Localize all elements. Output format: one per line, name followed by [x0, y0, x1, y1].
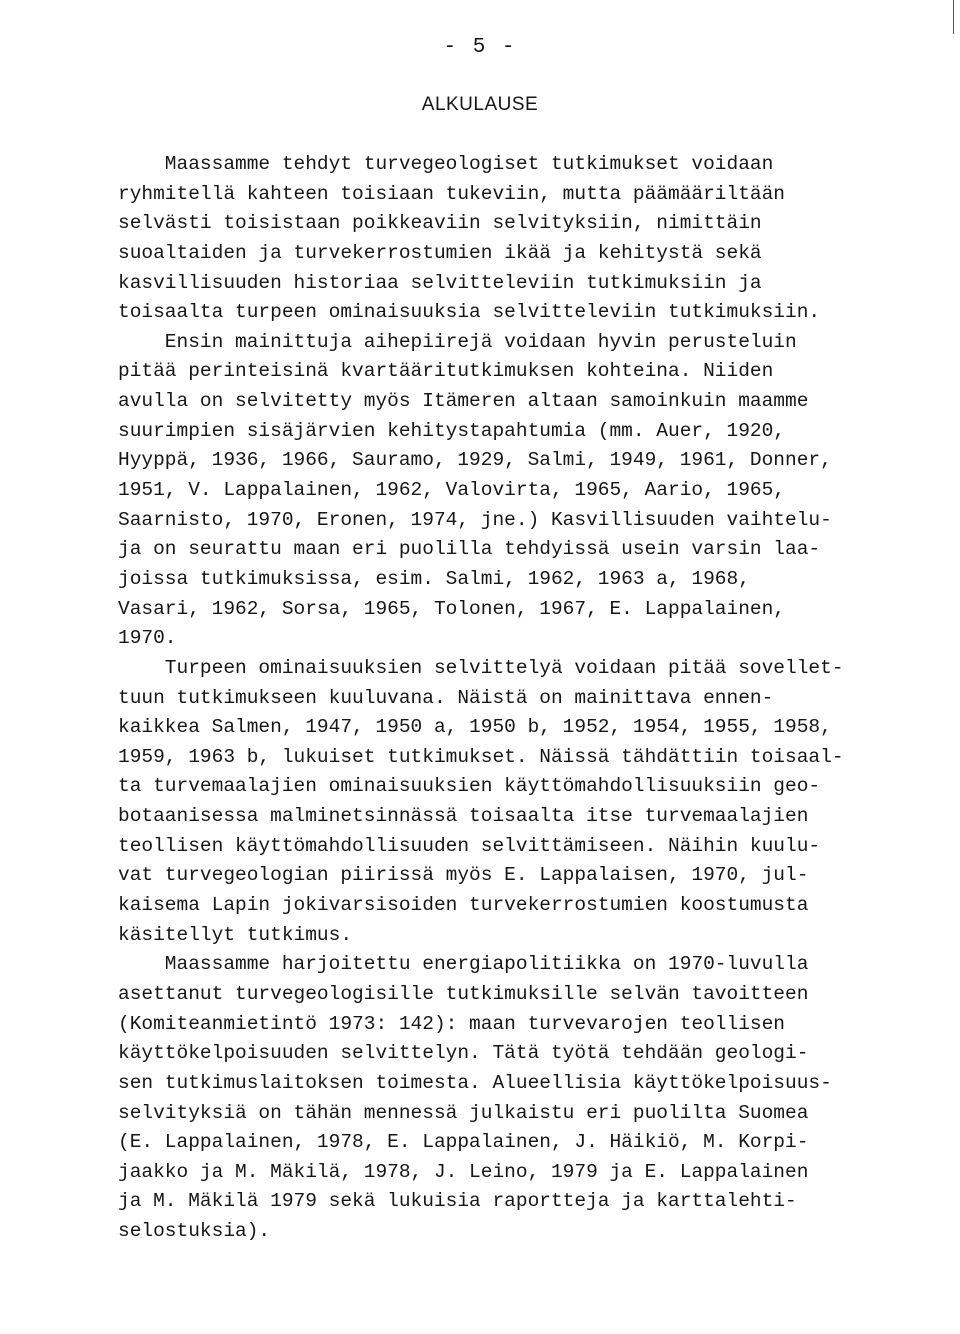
text-line: 1951, V. Lappalainen, 1962, Valovirta, 1965, Aario, 1965,: [118, 479, 786, 502]
text-line: toisaalta turpeen ominaisuuksia selvitteleviin tutkimuksiin.: [118, 301, 821, 324]
text-line: Ensin mainittuja aihepiirejä voidaan hyvin perusteluin: [118, 330, 797, 353]
text-line: ja M. Mäkilä 1979 sekä lukuisia raportteja ja karttalehti-: [118, 1190, 797, 1213]
page-number: - 5 -: [443, 36, 517, 59]
text-line: selostuksia).: [118, 1220, 271, 1243]
body-text: [118, 150, 938, 1247]
text-line: ta turvemaalajien ominaisuuksien käyttömahdollisuuksiin geo-: [118, 775, 821, 798]
text-line: joissa tutkimuksissa, esim. Salmi, 1962, 1963 a, 1968,: [118, 567, 750, 590]
text-line: Turpeen ominaisuuksien selvittelyä voidaan pitää sovellet-: [118, 656, 844, 679]
text-line: sen tutkimuslaitoksen toimesta. Alueellisia käyttökelpoisuus-: [118, 1071, 832, 1094]
text-line: selvityksiä on tähän mennessä julkaistu eri puolilta Suomea: [118, 1101, 809, 1124]
text-line: Hyyppä, 1936, 1966, Sauramo, 1929, Salmi, 1949, 1961, Donner,: [118, 449, 832, 472]
scan-edge-line: [953, 0, 954, 34]
text-line: jaakko ja M. Mäkilä, 1978, J. Leino, 1979 ja E. Lappalainen: [118, 1160, 809, 1183]
text-line: kaisema Lapin jokivarsisoiden turvekerrostumien koostumusta: [118, 894, 809, 917]
text-line: Maassamme tehdyt turvegeologiset tutkimukset voidaan: [118, 153, 774, 175]
text-line: kaikkea Salmen, 1947, 1950 a, 1950 b, 1952, 1954, 1955, 1958,: [118, 716, 832, 739]
text-line: (Komiteanmietintö 1973: 142): maan turvevarojen teollisen: [118, 1012, 786, 1035]
text-line: selvästi toisistaan poikkeaviin selvityksiin, nimittäin: [118, 212, 762, 235]
text-line: käsitellyt tutkimus.: [118, 923, 353, 946]
text-line: tuun tutkimukseen kuuluvana. Näistä on mainittava ennen-: [118, 686, 774, 709]
text-line: suurimpien sisäjärvien kehitystapahtumia (mm. Auer, 1920,: [118, 419, 786, 442]
text-line: 1970.: [118, 627, 177, 650]
section-heading: ALKULAUSE: [421, 94, 539, 115]
text-line: ja on seurattu maan eri puolilla tehdyissä usein varsin laa-: [118, 538, 821, 561]
text-line: 1959, 1963 b, lukuiset tutkimukset. Näissä tähdättiin toisaal-: [118, 745, 844, 768]
text-line: asettanut turvegeologisille tutkimuksille selvän tavoitteen: [118, 982, 809, 1005]
text-line: käyttökelpoisuuden selvittelyn. Tätä työtä tehdään geologi-: [118, 1042, 809, 1065]
text-line: Maassamme harjoitettu energiapolitiikka on 1970-luvulla: [118, 953, 809, 976]
text-line: (E. Lappalainen, 1978, E. Lappalainen, J. Häikiö, M. Korpi-: [118, 1131, 809, 1154]
text-line: kasvillisuuden historiaa selvitteleviin tutkimuksiin ja: [118, 271, 762, 294]
text-line: teollisen käyttömahdollisuuden selvittämiseen. Näihin kuulu-: [118, 834, 821, 857]
text-line: Saarnisto, 1970, Eronen, 1974, jne.) Kasvillisuuden vaihtelu-: [118, 508, 832, 531]
text-line: botaanisessa malminetsinnässä toisaalta itse turvemaalajien: [118, 805, 809, 828]
text-line: ryhmitellä kahteen toisiaan tukeviin, mutta päämääriltään: [118, 182, 786, 205]
text-line: pitää perinteisinä kvartääritutkimuksen kohteina. Niiden: [118, 360, 774, 383]
text-line: suoaltaiden ja turvekerrostumien ikää ja kehitystä sekä: [118, 241, 762, 264]
text-line: vat turvegeologian piirissä myös E. Lappalaisen, 1970, jul-: [118, 864, 809, 887]
text-line: Vasari, 1962, Sorsa, 1965, Tolonen, 1967, E. Lappalainen,: [118, 597, 786, 620]
text-line: avulla on selvitetty myös Itämeren altaan samoinkuin maamme: [118, 390, 809, 413]
